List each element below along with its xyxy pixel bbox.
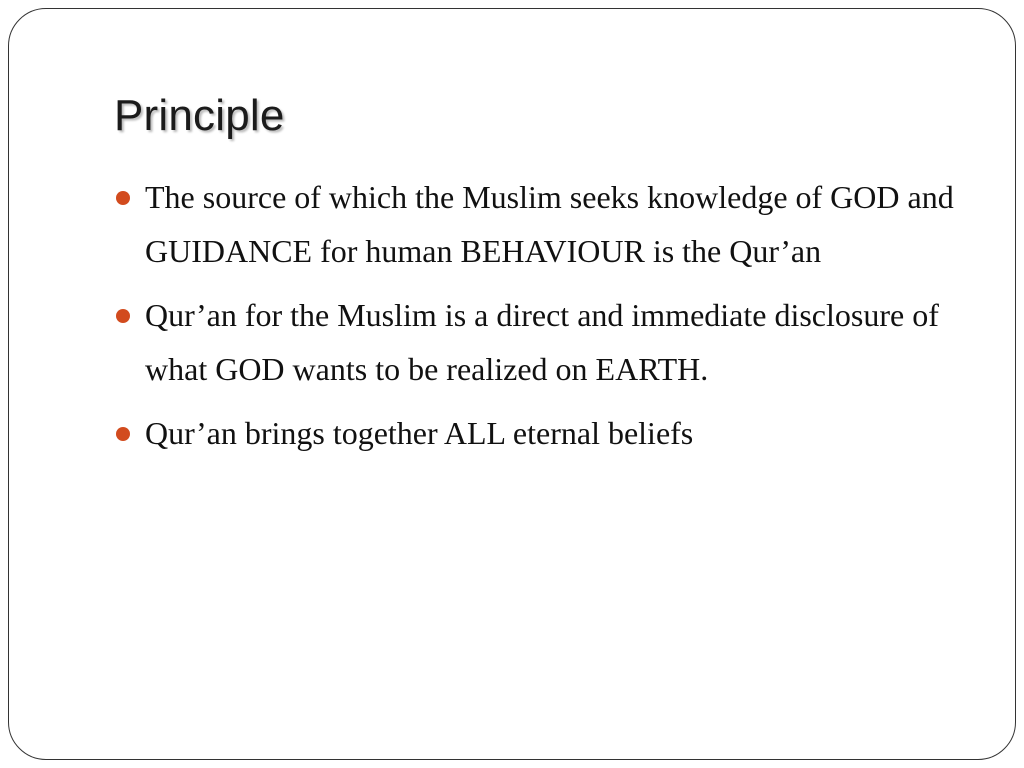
slide-title: Principle <box>114 91 285 140</box>
bullet-dot-icon <box>116 191 130 205</box>
bullet-item <box>115 406 975 460</box>
bullet-item <box>115 170 975 278</box>
bullet-list <box>115 170 975 470</box>
bullet-text: Qur’an brings together ALL eternal beliefs <box>145 415 694 451</box>
bullet-text: Qur’an for the Muslim is a direct and immediate disclosure of what GOD wants to be realized on EARTH. <box>145 297 939 387</box>
bullet-item <box>115 288 975 396</box>
bullet-dot-icon <box>116 309 130 323</box>
bullet-text: The source of which the Muslim seeks knowledge of GOD and GUIDANCE for human BEHAVIOUR is the Qur’an <box>145 179 954 269</box>
bullet-dot-icon <box>116 427 130 441</box>
